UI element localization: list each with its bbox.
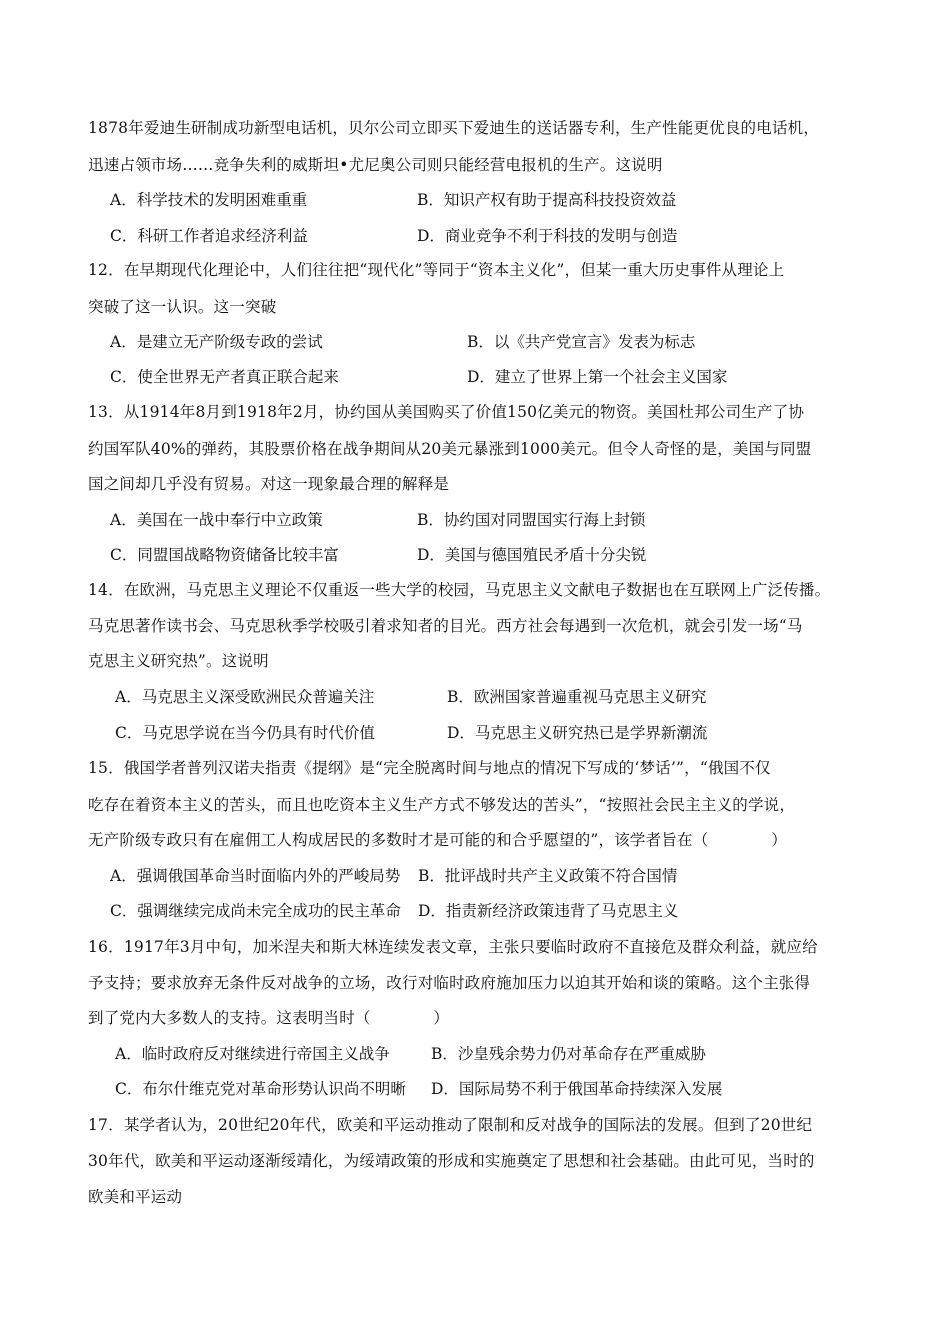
question-16-option-c: C．布尔什维克党对革命形势认识尚不明晰 — [115, 1080, 406, 1098]
question-12-option-a: A．是建立无产阶级专政的尝试 — [110, 333, 323, 351]
question-15-line-1: 15．俄国学者普列汉诺夫指责《提纲》是“完全脱离时间与地点的情况下写成的‘梦话’”，“俄国不仅 — [88, 759, 771, 777]
question-12-line-2: 突破了这一认识。这一突破 — [88, 298, 277, 316]
question-16-line-3: 到了党内大多数人的支持。这表明当时（ ） — [88, 1009, 450, 1027]
question-11-option-b: B．知识产权有助于提高科技投资效益 — [417, 191, 677, 209]
question-16-line-1: 16．1917年3月中旬，加米涅夫和斯大林连续发表文章，主张只要临时政府不直接危及群众利益，就应给 — [88, 938, 818, 956]
question-13-line-2: 约国军队40%的弹药，其股票价格在战争期间从20美元暴涨到1000美元。但令人奇怪的是，美国与同盟 — [88, 440, 812, 458]
question-12-option-b: B．以《共产党宣言》发表为标志 — [467, 333, 696, 351]
question-16-option-d: D．国际局势不利于俄国革命持续深入发展 — [431, 1080, 723, 1098]
question-14-option-b: B．欧洲国家普遍重视马克思主义研究 — [447, 688, 707, 706]
question-15-option-d: D．指责新经济政策违背了马克思主义 — [418, 902, 679, 920]
question-13-line-3: 国之间却几乎没有贸易。对这一现象最合理的解释是 — [88, 475, 450, 493]
question-13-line-1: 13．从1914年8月到1918年2月，协约国从美国购买了价值150亿美元的物资。美国杜邦公司生产了协 — [88, 403, 805, 421]
question-14-option-d: D．马克思主义研究热已是学界新潮流 — [447, 724, 708, 742]
question-12-line-1: 12．在早期现代化理论中，人们往往把“现代化”等同于“资本主义化”，但某一重大历史事件从理论上 — [88, 261, 785, 279]
question-13-option-a: A．美国在一战中奉行中立政策 — [110, 511, 323, 529]
question-15-option-c: C．强调继续完成尚未完全成功的民主革命 — [110, 902, 401, 920]
question-12-option-c: C．使全世界无产者真正联合起来 — [110, 368, 339, 386]
question-15-option-a: A．强调俄国革命当时面临内外的严峻局势 — [110, 867, 401, 885]
question-15-option-b: B．批评战时共产主义政策不符合国情 — [418, 867, 678, 885]
question-11-option-c: C．科研工作者追求经济利益 — [110, 227, 308, 245]
question-11-line-2: 迅速占领市场……竞争失利的威斯坦•尤尼奥公司则只能经营电报机的生产。这说明 — [88, 156, 663, 174]
question-14-line-3: 克思主义研究热”。这说明 — [88, 652, 269, 670]
question-13-option-d: D．美国与德国殖民矛盾十分尖锐 — [417, 546, 647, 564]
question-12-option-d: D．建立了世界上第一个社会主义国家 — [467, 368, 728, 386]
question-16-option-a: A．临时政府反对继续进行帝国主义战争 — [115, 1045, 390, 1063]
question-14-option-a: A．马克思主义深受欧洲民众普遍关注 — [115, 688, 375, 706]
question-14-line-2: 马克思著作读书会、马克思秋季学校吸引着求知者的目光。西方社会每遇到一次危机，就会引发一场“马 — [88, 617, 803, 635]
question-13-option-c: C．同盟国战略物资储备比较丰富 — [110, 546, 339, 564]
question-15-line-2: 吃存在着资本主义的苦头，而且也吃资本主义生产方式不够发达的苦头”，“按照社会民主主义的学说， — [88, 796, 796, 814]
question-14-option-c: C．马克思学说在当今仍具有时代价值 — [115, 724, 375, 742]
question-16-option-b: B．沙皇残余势力仍对革命存在严重威胁 — [431, 1045, 706, 1063]
question-13-option-b: B．协约国对同盟国实行海上封锁 — [417, 511, 646, 529]
question-11-option-d: D．商业竞争不利于科技的发明与创造 — [417, 227, 678, 245]
question-11-option-a: A．科学技术的发明困难重重 — [110, 191, 308, 209]
question-15-line-3: 无产阶级专政只有在雇佣工人构成居民的多数时才是可能的和合乎愿望的”，该学者旨在（ ） — [88, 831, 787, 849]
question-17-line-1: 17．某学者认为，20世纪20年代，欧美和平运动推动了限制和反对战争的国际法的发展。但到了20世纪 — [88, 1116, 813, 1134]
question-11-line-1: 1878年爱迪生研制成功新型电话机，贝尔公司立即买下爱迪生的送话器专利，生产性能更优良的电话机， — [88, 119, 820, 137]
question-17-line-2: 30年代，欧美和平运动逐渐绥靖化，为绥靖政策的形成和实施奠定了思想和社会基础。由此可见，当时的 — [88, 1152, 815, 1170]
question-17-line-3: 欧美和平运动 — [88, 1188, 183, 1206]
question-14-line-1: 14．在欧洲，马克思主义理论不仅重返一些大学的校园，马克思主义文献电子数据也在互联网上广泛传播。 — [88, 581, 831, 599]
question-16-line-2: 予支持；要求放弃无条件反对战争的立场，改行对临时政府施加压力以迫其开始和谈的策略。这个主张得 — [88, 974, 811, 992]
